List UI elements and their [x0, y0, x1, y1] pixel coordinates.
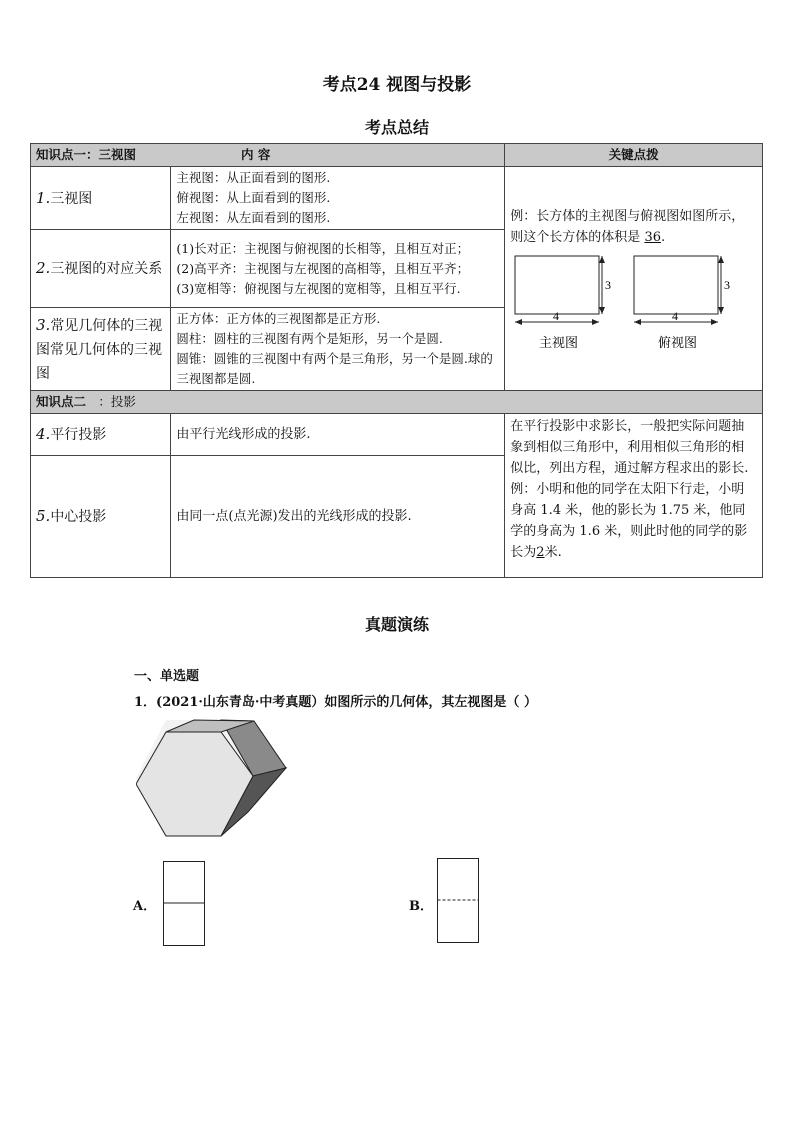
section-label: 一、单选题: [134, 669, 200, 684]
row-name: 平行投影: [50, 427, 107, 443]
table-header-2: 知识点二 ：投影: [31, 391, 763, 414]
table-row: 5.中心投影 由同一点(点光源)发出的光线形成的投影.: [31, 456, 763, 578]
row-name: 三视图: [50, 190, 93, 207]
example-views-figure: [510, 252, 750, 352]
top-width-label: 4: [672, 309, 679, 323]
table-row: 3.常见几何体的三视图常见几何体的三视图 正方体：正方体的三视图都是正方形. 圆柱：圆柱的三视图有两个是矩形，另一个是圆. 圆锥：圆锥的三视图中有两个是三角形，另一个是圆.球的三视图都是圆.: [31, 308, 763, 391]
table-header-1: [31, 144, 763, 167]
practice-title: 真题演练: [364, 615, 429, 634]
header-knowledge-1: 知识点一：三视图: [36, 147, 137, 162]
summary-table: [30, 143, 763, 578]
front-view-rect: [515, 256, 599, 314]
row-name: 中心投影: [50, 509, 107, 525]
header-knowledge-2: 知识点二: [36, 394, 87, 409]
top-view-label: 俯视图: [658, 336, 698, 351]
row-name: 三视图的对应关系: [50, 261, 163, 277]
front-width-label: 4: [553, 309, 560, 323]
front-height-label: 3: [605, 278, 612, 292]
option-b-figure[interactable]: [437, 858, 479, 943]
row-name: 常见几何体的三视图常见几何体的三视图: [36, 317, 163, 382]
top-height-label: 3: [724, 278, 731, 292]
front-view-label: 主视图: [539, 336, 579, 351]
header-content: 内 容: [241, 147, 271, 162]
page-title: 考点24 视图与投影: [322, 75, 472, 95]
option-a-figure[interactable]: [163, 861, 205, 946]
option-b-label[interactable]: B．: [409, 899, 433, 914]
table-row: 1.三视图 主视图：从正面看到的图形. 俯视图：从上面看到的图形. 左视图：从左面看到的图形. 例：长方体的主视图与俯视图如图所示，则这个长方体的体积是 36. 3 4 主视图 3 4 俯视图: [31, 167, 763, 230]
projection-tip-cell: 在平行投影中求影长，一般把实际问题抽象到相似三角形中，利用相似三角形的相似比，列出方程，通过解方程求出的影长. 例：小明和他的同学在太阳下行走，小明身高 1.4 米，他的影长为 1.75 米，他同学的身高为 1.6 米，则此时他的同学的影长为2米.: [505, 414, 763, 578]
hexagonal-prism-figure: [136, 718, 288, 838]
top-view-rect: [634, 256, 718, 314]
table-row: 4.平行投影 由平行光线形成的投影. 在平行投影中求影长，一般把实际问题抽象到相似三角形中，利用相似三角形的相似比，列出方程，通过解方程求出的影长. 例：小明和他的同学在太阳下行走，小明身高 1.4 米，他的影长为 1.75 米，他同学的身高为 1.6 米，则此时他的同学的影长为2米.: [31, 414, 763, 456]
summary-title: 考点总结: [364, 118, 429, 137]
example-text: 例：长方体的主视图与俯视图如图所示，则这个长方体的体积是 36.: [510, 209, 745, 245]
table-row: 2.三视图的对应关系 (1)长对正：主视图与俯视图的长相等，且相互对正； (2)高平齐：主视图与左视图的高相等，且相互平齐； (3)宽相等：俯视图与左视图的宽相等，且相互平行.: [31, 230, 763, 308]
option-a-label[interactable]: A．: [133, 899, 157, 914]
header-key-points: 关键点拨: [505, 144, 763, 167]
example-cell: [505, 167, 763, 391]
question-text: 1．(2021·山东青岛·中考真题）如图所示的几何体，其左视图是（ ）: [134, 695, 537, 710]
